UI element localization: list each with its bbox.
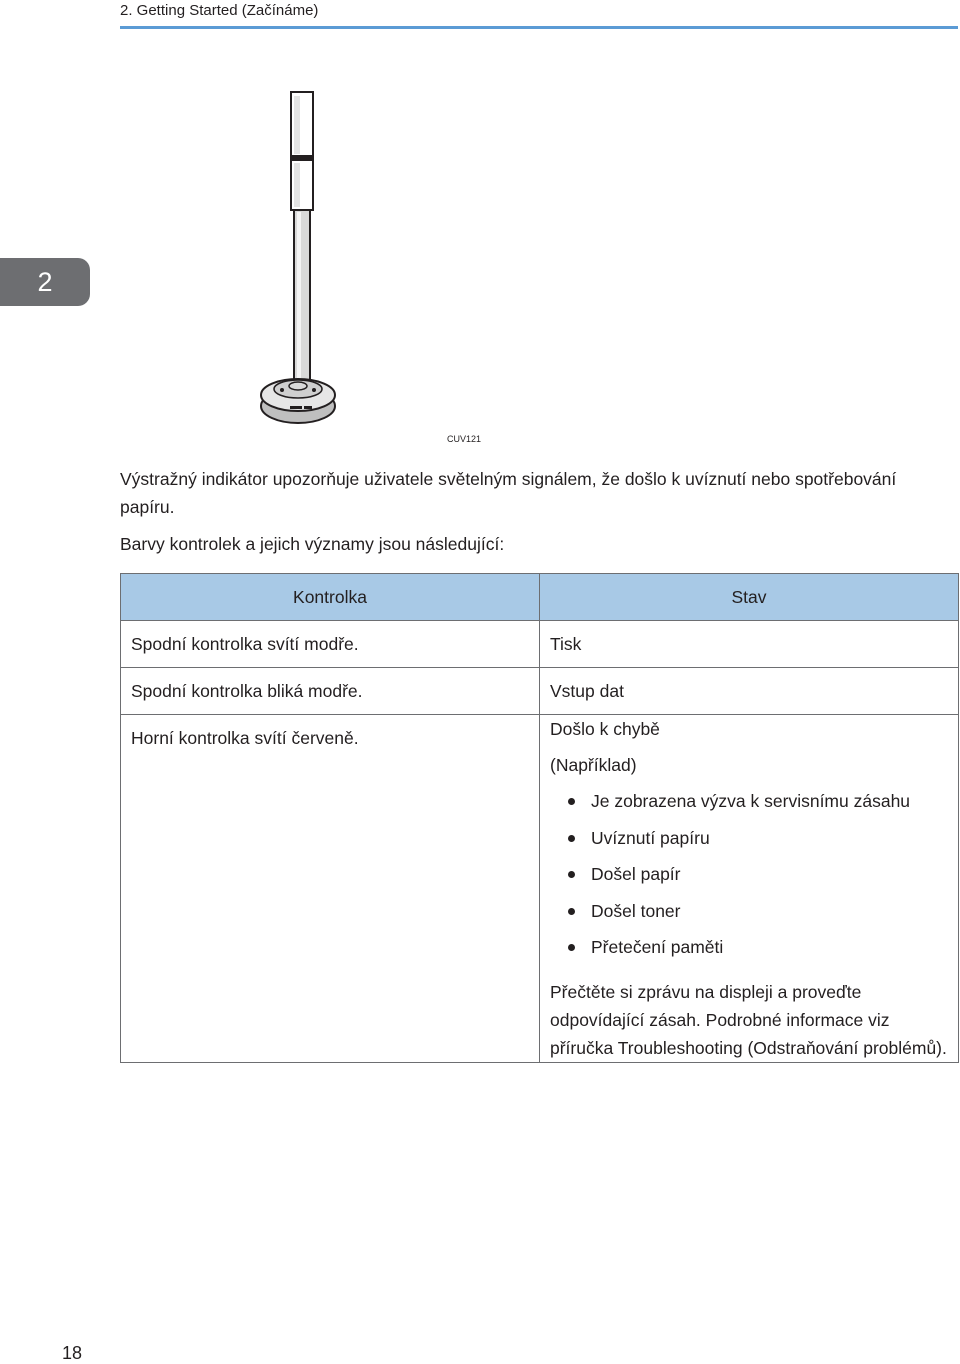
colors-intro-paragraph: Barvy kontrolek a jejich významy jsou následující:	[120, 534, 505, 554]
bullet-icon	[568, 908, 575, 915]
list-item: Uvíznutí papíru	[550, 824, 948, 861]
action-note: Přečtěte si zprávu na displeji a proveďte odpovídající zásah. Podrobné informace viz příručka Troubleshooting (Odstraňování problémů).	[550, 981, 947, 1058]
table-row	[121, 668, 959, 715]
lamp-cell: Horní kontrolka svítí červeně.	[131, 728, 359, 748]
list-item: Je zobrazena výzva k servisnímu zásahu	[550, 787, 948, 824]
bullet-icon	[568, 944, 575, 951]
state-cell: Tisk	[550, 634, 582, 654]
header-state: Stav	[540, 574, 959, 621]
header-rule	[120, 26, 958, 29]
header-lamp: Kontrolka	[121, 574, 540, 621]
bullet-icon	[568, 871, 575, 878]
lamp-cell: Spodní kontrolka svítí modře.	[131, 634, 359, 654]
running-header: 2. Getting Started (Začínáme)	[120, 2, 319, 19]
state-cell: Vstup dat	[550, 681, 624, 701]
bullet-icon	[568, 835, 575, 842]
list-item: Došel toner	[550, 897, 948, 934]
list-item: Přetečení paměti	[550, 933, 948, 970]
example-label: (Například)	[550, 755, 637, 775]
bullet-icon	[568, 798, 575, 805]
table-row	[121, 715, 959, 1063]
table-row	[121, 621, 959, 668]
list-item: Došel papír	[550, 860, 948, 897]
state-cell: Došlo k chybě	[550, 719, 660, 739]
page-number: 18	[62, 1343, 83, 1363]
intro-paragraph: Výstražný indikátor upozorňuje uživatele světelným signálem, že došlo k uvíznutí nebo spotřebování papíru.	[120, 469, 897, 517]
chapter-tab: 2	[0, 258, 90, 306]
figure-code: CUV121	[447, 434, 482, 444]
warning-light-illustration	[258, 88, 338, 430]
lamp-cell: Spodní kontrolka bliká modře.	[131, 681, 363, 701]
table-header-row	[121, 574, 959, 621]
status-table	[120, 573, 959, 1063]
error-examples-list	[550, 787, 948, 970]
